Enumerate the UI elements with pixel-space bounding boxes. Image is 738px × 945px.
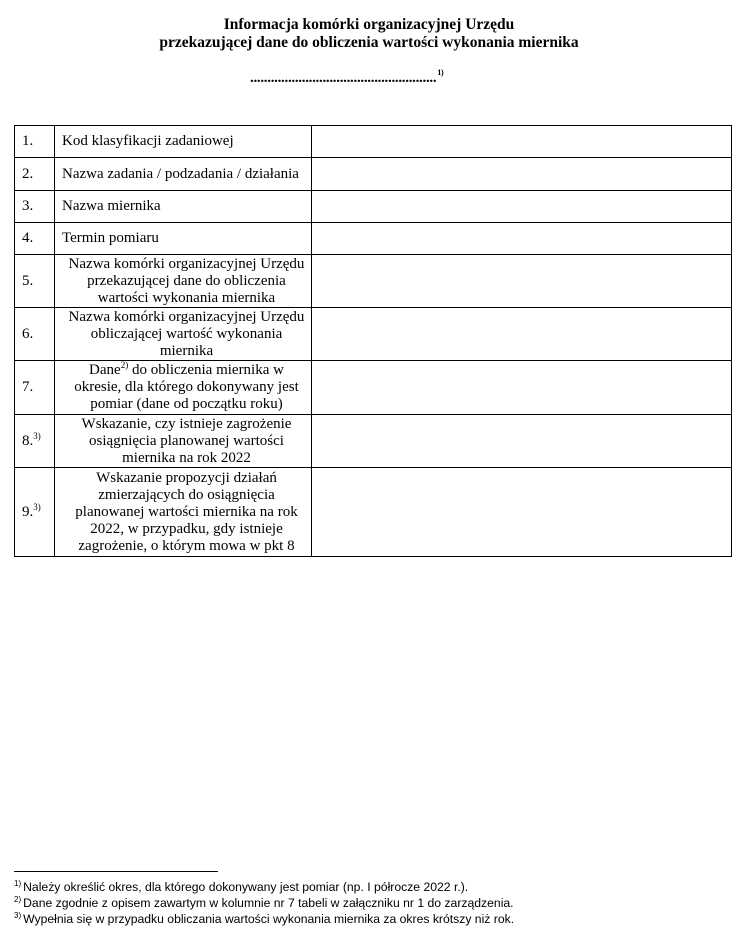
row-number-text: 1. (22, 133, 34, 149)
row-value-cell[interactable] (312, 126, 732, 158)
row-number (15, 158, 55, 191)
table-row (15, 361, 732, 415)
footnote-1 (14, 880, 468, 894)
row-number (15, 468, 55, 557)
row-label-line: Termin pomiaru (62, 230, 159, 246)
row-value-cell[interactable] (312, 255, 732, 308)
row-label-line: zagrożenie, o którym mowa w pkt 8 (78, 537, 295, 554)
document-title-line2: przekazującej dane do obliczenia wartości wykonania miernika (159, 34, 579, 51)
row-number-text: 8. (22, 432, 34, 449)
row-number (15, 223, 55, 255)
measure-info-table (14, 125, 732, 557)
row-label-footnote-mark: 2) (120, 360, 129, 370)
row-label-word: do obliczenia miernika w (131, 362, 284, 378)
footnote-3-text: Wypełnia się w przypadku obliczania wartości wykonania miernika za okres krótszy niż rok. (23, 912, 515, 926)
footnote-3 (14, 912, 514, 926)
period-placeholder-dots: ...................................................... (250, 70, 437, 86)
row-label (55, 468, 312, 557)
document-title-line1: Informacja komórki organizacyjnej Urzędu (223, 16, 515, 33)
row-label (55, 415, 312, 468)
row-label (55, 255, 312, 308)
row-label-line: okresie, dla którego dokonywany jest (74, 379, 299, 395)
footnote-1-text: Należy określić okres, dla którego dokonywany jest pomiar (np. I półrocze 2022 r.). (23, 880, 469, 894)
row-label-line: obliczającej wartość wykonania (90, 325, 283, 342)
row-label (55, 126, 312, 158)
row-number (15, 255, 55, 308)
row-label-line: osiągnięcia planowanej wartości (89, 432, 284, 449)
footnote-separator (14, 871, 218, 872)
period-placeholder (250, 68, 443, 87)
table-row (15, 223, 732, 255)
row-label-line: Nazwa komórki organizacyjnej Urzędu (68, 255, 305, 272)
footnote-1-mark: 1) (14, 879, 22, 888)
table-row (15, 468, 732, 557)
row-label (55, 361, 312, 415)
row-label-line: zmierzających do osiągnięcia (98, 486, 275, 503)
row-number (15, 308, 55, 361)
footnote-3-mark: 3) (14, 911, 22, 920)
table-row (15, 415, 732, 468)
row-number-text: 9. (22, 503, 34, 520)
row-number-text: 3. (22, 198, 34, 214)
table-row (15, 126, 732, 158)
footnote-2 (14, 896, 514, 910)
row-number (15, 126, 55, 158)
row-label-line: przekazującej dane do obliczenia (87, 272, 286, 289)
table-row (15, 158, 732, 191)
row-value-cell[interactable] (312, 308, 732, 361)
period-footnote-mark: 1) (437, 68, 444, 77)
footnote-2-mark: 2) (14, 895, 22, 904)
row-label-line: Wskazanie, czy istnieje zagrożenie (81, 415, 292, 432)
row-number-text: 7. (22, 379, 34, 395)
row-label-line: pomiar (dane od początku roku) (90, 396, 283, 412)
table-row (15, 191, 732, 223)
row-label (55, 223, 312, 255)
row-number-footnote-mark: 3) (33, 430, 41, 441)
row-label-line (62, 362, 311, 379)
row-value-cell[interactable] (312, 361, 732, 415)
row-value-cell[interactable] (312, 191, 732, 223)
row-number-text: 5. (22, 272, 34, 289)
row-label-line: Nazwa komórki organizacyjnej Urzędu (68, 308, 305, 325)
row-number-text: 2. (22, 165, 34, 182)
row-number-text: 4. (22, 230, 34, 246)
row-label-line: miernika na rok 2022 (122, 449, 251, 466)
row-number-footnote-mark: 3) (33, 501, 41, 512)
footnote-2-text: Dane zgodnie z opisem zawartym w kolumnie nr 7 tabeli w załączniku nr 1 do zarządzenia. (23, 896, 514, 910)
row-label-line: Wskazanie propozycji działań (96, 469, 277, 486)
row-label (55, 308, 312, 361)
row-number-text: 6. (22, 325, 34, 342)
row-label-line: Nazwa zadania / podzadania / działania (62, 165, 299, 182)
table-row (15, 255, 732, 308)
row-number (15, 191, 55, 223)
row-label (55, 191, 312, 223)
row-label-word: Dane (89, 362, 121, 378)
row-label-line: 2022, w przypadku, gdy istnieje (90, 520, 283, 537)
row-label-line: wartości wykonania miernika (97, 289, 276, 306)
row-value-cell[interactable] (312, 468, 732, 557)
row-value-cell[interactable] (312, 158, 732, 191)
row-label-line: Nazwa miernika (62, 198, 161, 214)
row-label-line: miernika (159, 342, 214, 359)
row-value-cell[interactable] (312, 223, 732, 255)
row-label (55, 158, 312, 191)
row-value-cell[interactable] (312, 415, 732, 468)
row-number (15, 415, 55, 468)
row-label-line: Kod klasyfikacji zadaniowej (62, 133, 234, 149)
row-number (15, 361, 55, 415)
table-row (15, 308, 732, 361)
row-label-line: planowanej wartości miernika na rok (75, 503, 298, 520)
